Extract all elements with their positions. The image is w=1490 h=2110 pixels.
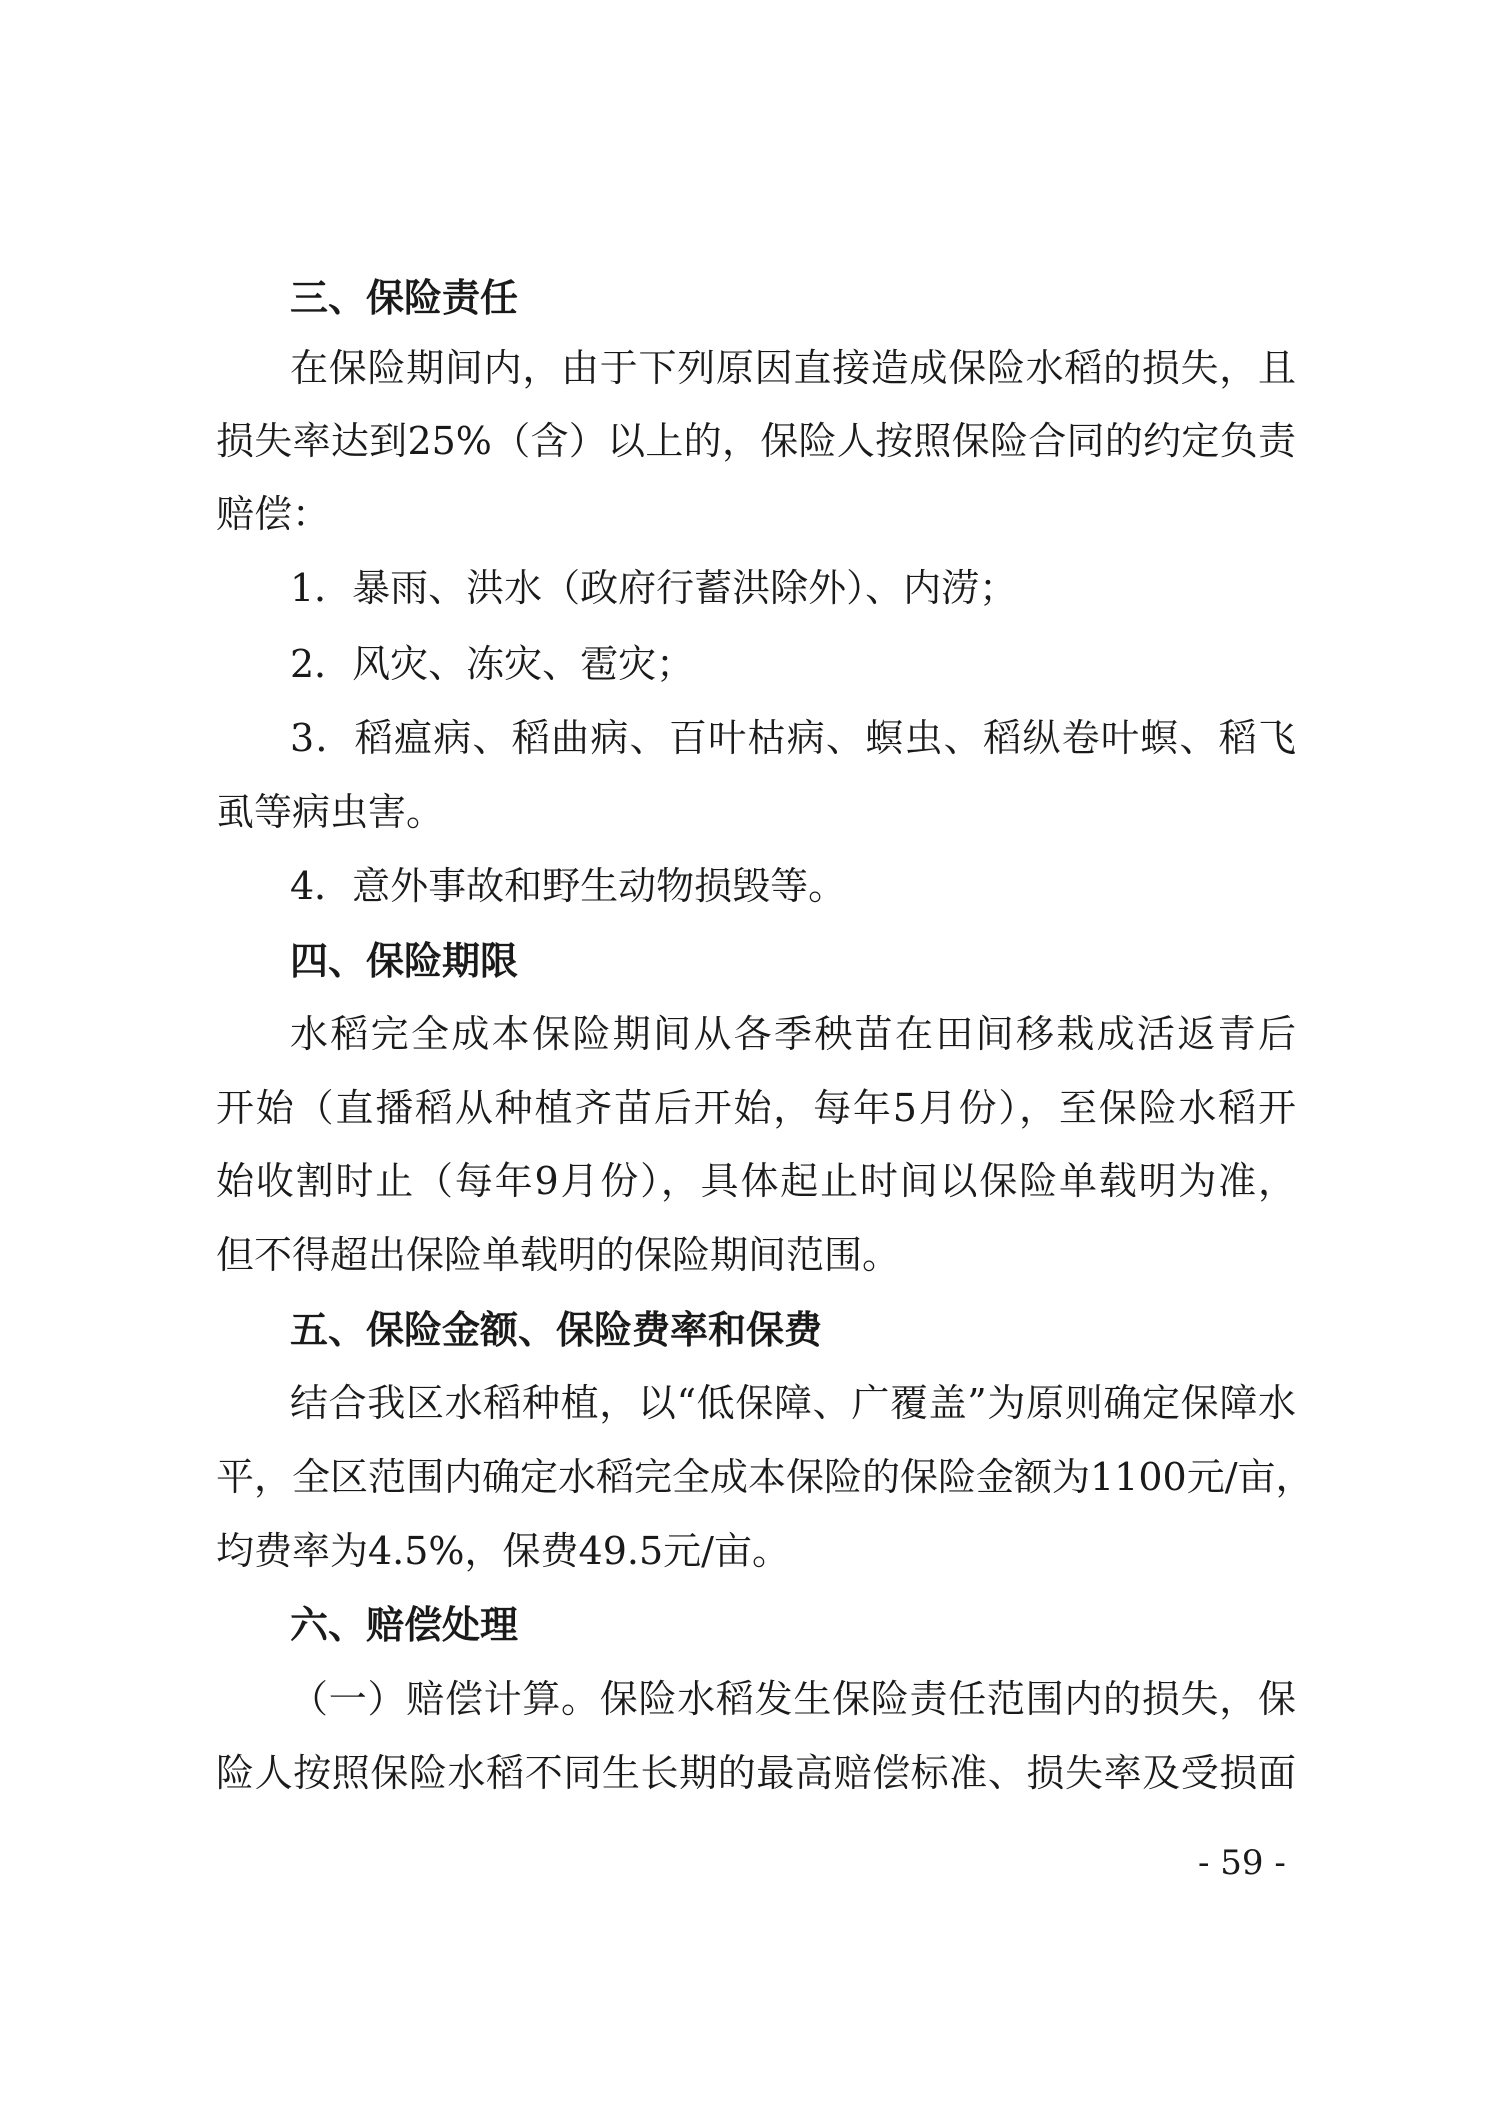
list-item-continuation: 虱等病虫害。 (216, 790, 445, 834)
paragraph-line: 损失率达到25%（含）以上的，保险人按照保险合同的约定负责 (216, 419, 1296, 463)
section-heading-insurance-liability: 三、保险责任 (290, 276, 519, 320)
paragraph-line: 险人按照保险水稻不同生长期的最高赔偿标准、损失率及受损面 (216, 1751, 1296, 1795)
section-heading-insurance-period: 四、保险期限 (290, 939, 519, 983)
list-item: 4．意外事故和野生动物损毁等。 (290, 864, 847, 908)
paragraph-line: 但不得超出保险单载明的保险期间范围。 (216, 1233, 901, 1277)
paragraph-line: 结合我区水稻种植，以“低保障、广覆盖”为原则确定保障水 (290, 1381, 1296, 1425)
paragraph-line: 赔偿： (216, 492, 331, 536)
paragraph-line: 水稻完全成本保险期间从各季秧苗在田间移栽成活返青后 (290, 1012, 1296, 1056)
section-heading-compensation: 六、赔偿处理 (290, 1603, 519, 1647)
paragraph-line: 均费率为4.5%，保费49.5元/亩。 (216, 1529, 790, 1573)
paragraph-line: 开始（直播稻从种植齐苗后开始，每年5月份），至保险水稻开 (216, 1086, 1296, 1130)
paragraph-line: （一）赔偿计算。保险水稻发生保险责任范围内的损失，保 (290, 1677, 1296, 1721)
list-item: 1．暴雨、洪水（政府行蓄洪除外）、内涝； (290, 566, 1018, 610)
list-item: 3．稻瘟病、稻曲病、百叶枯病、螟虫、稻纵卷叶螟、稻飞 (290, 716, 1296, 760)
section-heading-amount-rate-premium: 五、保险金额、保险费率和保费 (290, 1308, 823, 1352)
paragraph-line: 始收割时止（每年9月份），具体起止时间以保险单载明为准， (216, 1159, 1296, 1203)
paragraph-line: 在保险期间内，由于下列原因直接造成保险水稻的损失，且 (290, 346, 1296, 390)
list-item: 2．风灾、冻灾、雹灾； (290, 642, 695, 686)
page-number: - 59 - (1198, 1843, 1286, 1883)
paragraph-line: 平，全区范围内确定水稻完全成本保险的保险金额为1100元/亩， (216, 1455, 1314, 1499)
